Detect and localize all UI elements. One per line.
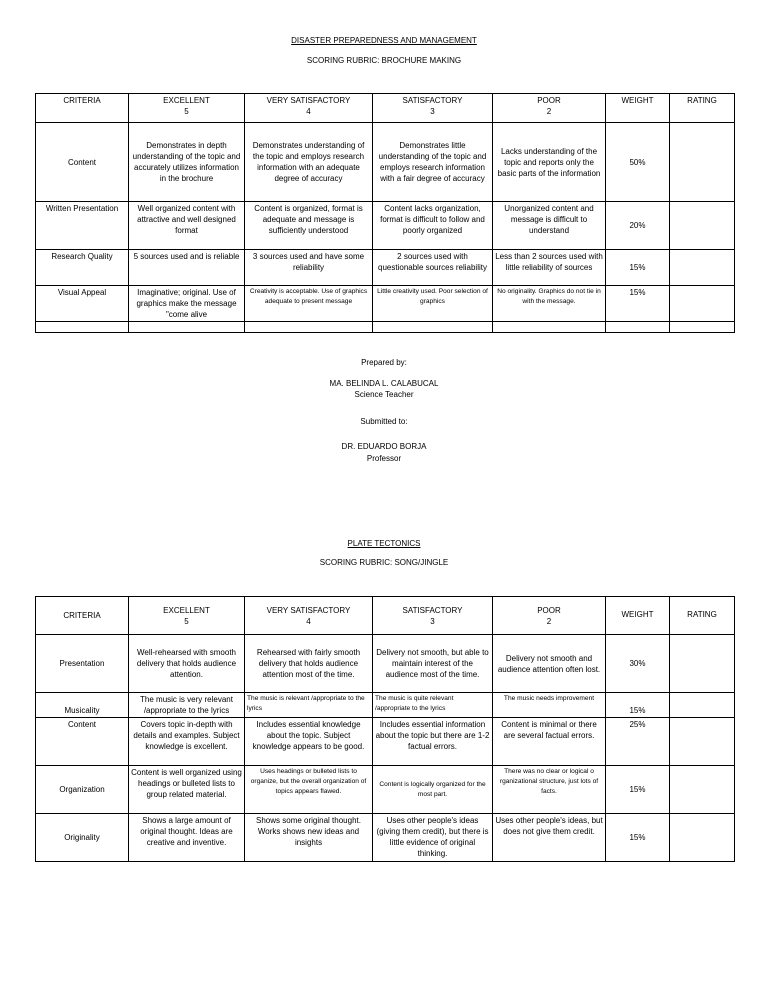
header-weight: WEIGHT — [606, 597, 670, 635]
satisfactory-cell: Content lacks organization, format is difficult to follow and poorly organized — [373, 202, 493, 250]
rubric2-subject: PLATE TECTONICS — [347, 539, 421, 548]
satisfactory-cell: Little creativity used. Poor selection of graphics — [373, 286, 493, 322]
excellent-cell: Shows a large amount of original thought. Ideas are creative and inventive. — [129, 814, 245, 862]
poor-cell: No originality. Graphics do not tie in with the message. — [493, 286, 606, 322]
rating-cell[interactable] — [670, 814, 735, 862]
preparer-title: Science Teacher — [354, 390, 414, 399]
table-row — [36, 202, 735, 250]
criteria-cell: Presentation — [36, 635, 129, 693]
rating-cell[interactable] — [670, 766, 735, 814]
rating-cell[interactable] — [670, 693, 735, 718]
very-satisfactory-cell: Content is organized, format is adequate and message is sufficiently understood — [245, 202, 373, 250]
very-satisfactory-cell: Shows some original thought. Works shows new ideas and insights — [245, 814, 373, 862]
rubric1-subtitle: SCORING RUBRIC: BROCHURE MAKING — [306, 56, 462, 65]
prepared-by-label: Prepared by: — [361, 358, 407, 367]
rating-cell[interactable] — [670, 286, 735, 322]
recipient-name: DR. EDUARDO BORJA — [341, 442, 427, 451]
excellent-cell: Demonstrates in depth understanding of the topic and accurately utilizes information in the brochure — [129, 123, 245, 202]
satisfactory-cell — [373, 322, 493, 333]
satisfactory-cell: Includes essential information about the topic but there are 1-2 factual errors. — [373, 718, 493, 766]
weight-cell — [606, 322, 670, 333]
header-excellent: EXCELLENT 5 — [129, 94, 245, 123]
weight-cell: 15% — [606, 250, 670, 286]
table-row — [36, 123, 735, 202]
excellent-cell: The music is very relevant /appropriate to the lyrics — [129, 693, 245, 718]
very-satisfactory-cell: Uses headings or bulleted lists to organize, but the overall organization of topics appears flawed. — [245, 766, 373, 814]
poor-cell: Less than 2 sources used with little reliability of sources — [493, 250, 606, 286]
poor-cell: Lacks understanding of the topic and reports only the basic parts of the information — [493, 123, 606, 202]
poor-cell — [493, 322, 606, 333]
criteria-cell: Content — [36, 123, 129, 202]
poor-cell: Content is minimal or there are several factual errors. — [493, 718, 606, 766]
rating-cell[interactable] — [670, 123, 735, 202]
satisfactory-cell: 2 sources used with questionable sources reliability — [373, 250, 493, 286]
satisfactory-cell: The music is quite relevant /appropriate to the lyrics — [373, 693, 493, 718]
very-satisfactory-cell: Rehearsed with fairly smooth delivery that holds audience attention most of the time. — [245, 635, 373, 693]
very-satisfactory-cell: The music is relevant /appropriate to the lyrics — [245, 693, 373, 718]
very-satisfactory-cell: Includes essential knowledge about the topic. Subject knowledge appears to be good. — [245, 718, 373, 766]
table-row — [36, 322, 735, 333]
table-row — [36, 814, 735, 862]
header-criteria: CRITERIA — [36, 94, 129, 123]
poor-cell: There was no clear or logical o rganizational structure, just lots of facts. — [493, 766, 606, 814]
rating-cell[interactable] — [670, 250, 735, 286]
table-row — [36, 718, 735, 766]
table-row — [36, 766, 735, 814]
preparer-name: MA. BELINDA L. CALABUCAL — [329, 379, 439, 388]
weight-cell: 15% — [606, 814, 670, 862]
criteria-cell: Written Presentation — [36, 202, 129, 250]
very-satisfactory-cell — [245, 322, 373, 333]
rubric1-subject: DISASTER PREPAREDNESS AND MANAGEMENT — [291, 36, 477, 45]
weight-cell: 20% — [606, 202, 670, 250]
header-satisfactory: SATISFACTORY 3 — [373, 597, 493, 635]
excellent-cell: Well-rehearsed with smooth delivery that holds audience attention. — [129, 635, 245, 693]
very-satisfactory-cell: Demonstrates understanding of the topic and employs research information with an adequate degree of accuracy — [245, 123, 373, 202]
criteria-cell: Visual Appeal — [36, 286, 129, 322]
excellent-cell: Content is well organized using headings or bulleted lists to group related material. — [129, 766, 245, 814]
rubric2-subtitle: SCORING RUBRIC: SONG/JINGLE — [319, 558, 449, 567]
satisfactory-cell: Uses other people's ideas (giving them credit), but there is little evidence of original thinking. — [373, 814, 493, 862]
header-criteria: CRITERIA — [36, 597, 129, 635]
very-satisfactory-cell: 3 sources used and have some reliability — [245, 250, 373, 286]
excellent-cell — [129, 322, 245, 333]
recipient-title: Professor — [366, 454, 402, 463]
header-rating: RATING — [670, 94, 735, 123]
criteria-cell: Originality — [36, 814, 129, 862]
table-row — [36, 250, 735, 286]
weight-cell: 15% — [606, 286, 670, 322]
poor-cell: The music needs improvement — [493, 693, 606, 718]
table-header-row — [36, 597, 735, 635]
weight-cell: 25% — [606, 718, 670, 766]
criteria-cell: Content — [36, 718, 129, 766]
header-very-satisfactory: VERY SATISFACTORY 4 — [245, 597, 373, 635]
rating-cell[interactable] — [670, 322, 735, 333]
header-poor: POOR 2 — [493, 94, 606, 123]
rating-cell[interactable] — [670, 202, 735, 250]
weight-cell: 15% — [606, 766, 670, 814]
rubric2-table — [35, 596, 735, 862]
weight-cell: 15% — [606, 693, 670, 718]
satisfactory-cell: Content is logically organized for the most part. — [373, 766, 493, 814]
criteria-cell: Musicality — [36, 693, 129, 718]
rating-cell[interactable] — [670, 718, 735, 766]
poor-cell: Uses other people's ideas, but does not give them credit. — [493, 814, 606, 862]
header-poor: POOR 2 — [493, 597, 606, 635]
header-satisfactory: SATISFACTORY 3 — [373, 94, 493, 123]
rating-cell[interactable] — [670, 635, 735, 693]
table-row — [36, 635, 735, 693]
table-header-row — [36, 94, 735, 123]
poor-cell: Delivery not smooth and audience attention often lost. — [493, 635, 606, 693]
header-very-satisfactory: VERY SATISFACTORY 4 — [245, 94, 373, 123]
excellent-cell: Covers topic in-depth with details and examples. Subject knowledge is excellent. — [129, 718, 245, 766]
table-row — [36, 286, 735, 322]
criteria-cell — [36, 322, 129, 333]
satisfactory-cell: Demonstrates little understanding of the topic and employs research information with a fair degree of accuracy — [373, 123, 493, 202]
criteria-cell: Research Quality — [36, 250, 129, 286]
criteria-cell: Organization — [36, 766, 129, 814]
very-satisfactory-cell: Creativity is acceptable. Use of graphics adequate to present message — [245, 286, 373, 322]
submitted-to-label: Submitted to: — [360, 417, 408, 426]
excellent-cell: 5 sources used and is reliable — [129, 250, 245, 286]
excellent-cell: Well organized content with attractive and well designed format — [129, 202, 245, 250]
satisfactory-cell: Delivery not smooth, but able to maintain interest of the audience most of the time. — [373, 635, 493, 693]
table-row — [36, 693, 735, 718]
header-excellent: EXCELLENT 5 — [129, 597, 245, 635]
header-weight: WEIGHT — [606, 94, 670, 123]
weight-cell: 50% — [606, 123, 670, 202]
excellent-cell: Imaginative; original. Use of graphics make the message "come alive — [129, 286, 245, 322]
weight-cell: 30% — [606, 635, 670, 693]
header-rating: RATING — [670, 597, 735, 635]
poor-cell: Unorganized content and message is difficult to understand — [493, 202, 606, 250]
rubric1-table — [35, 93, 735, 333]
